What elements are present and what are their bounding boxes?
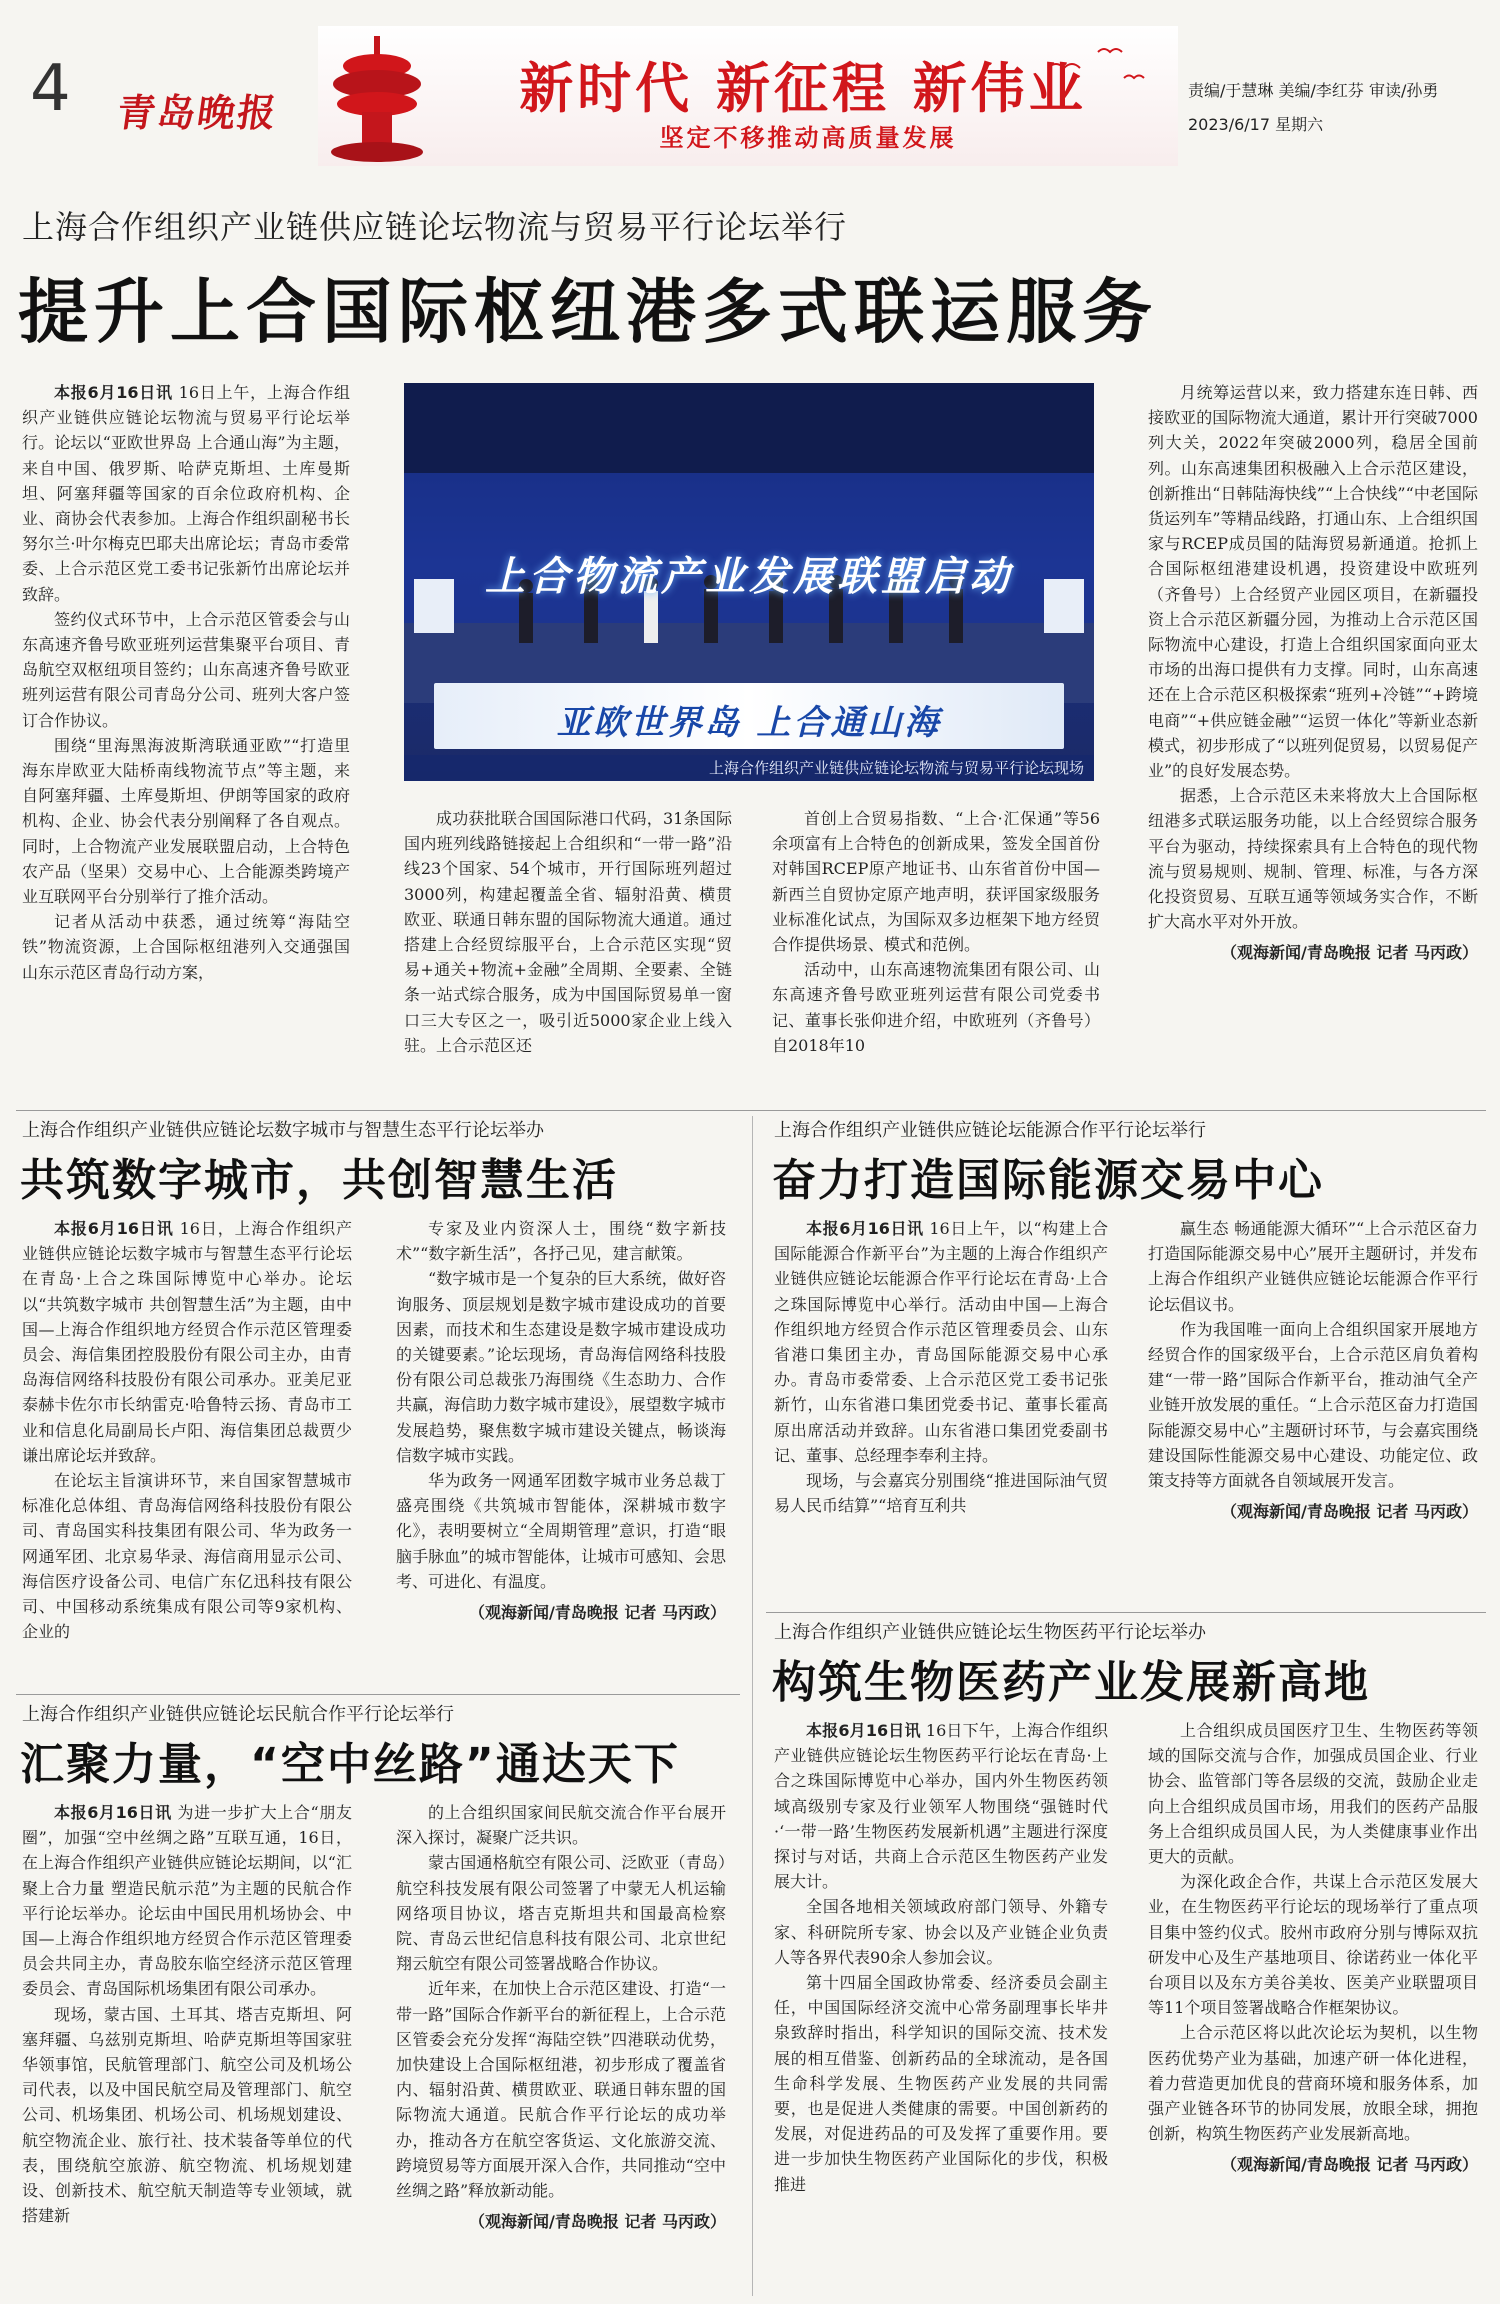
paragraph — [774, 1894, 1108, 1970]
byline: （观海新闻/青岛晚报 记者 马丙政） — [1221, 2155, 1478, 2175]
paragraph — [22, 380, 350, 607]
biomed-column-1 — [774, 1718, 1108, 2294]
aviation-kicker: 上海合作组织产业链供应链论坛民航合作平行论坛举行 — [22, 1704, 454, 1725]
paragraph — [22, 1800, 352, 2002]
section-divider — [16, 1110, 1486, 1111]
column-divider — [752, 1116, 753, 2296]
digital-column-1 — [22, 1216, 352, 1680]
paragraph — [774, 1216, 1108, 1468]
byline: （观海新闻/青岛晚报 记者 马丙政） — [469, 1603, 726, 1623]
paragraph-text: 全国各地相关领域政府部门领导、外籍专家、科研院所专家、协会以及产业链企业负责人等各界代表90余人参加会议。 — [774, 1897, 1108, 1967]
lead-kicker: 上海合作组织产业链供应链论坛物流与贸易平行论坛举行 — [22, 208, 848, 246]
section-divider-left — [16, 1694, 740, 1695]
lead-photo — [404, 383, 1094, 781]
byline: （观海新闻/青岛晚报 记者 马丙政） — [1221, 1502, 1478, 1522]
theme-banner — [318, 26, 1178, 166]
paragraph-text: 据悉，上合示范区未来将放大上合国际枢纽港多式联运服务功能，以上合经贸综合服务平台为驱动，持续探索具有上合特色的现代物流与贸易规则、规制、管理、标准，与各方深化投资贸易、互联互通等领域务实合作，不断扩大高水平对外开放。 — [1148, 786, 1478, 932]
digital-headline: 共筑数字城市，共创智慧生活 — [20, 1155, 618, 1206]
banner-subtitle: 坚定不移推动高质量发展 — [659, 124, 957, 152]
section-divider-right — [766, 1612, 1486, 1613]
dateline: 本报6月16日讯 — [54, 1803, 172, 1822]
digital-kicker: 上海合作组织产业链供应链论坛数字城市与智慧生态平行论坛举办 — [22, 1120, 544, 1141]
paragraph — [22, 733, 350, 909]
newspaper-logo: 青岛晚报 — [114, 90, 281, 135]
editor-credits: 责编/于慧琳 美编/李红芬 审读/孙勇 — [1188, 81, 1439, 100]
paragraph-text: 16日上午，以“构建上合国际能源合作新平台”为主题的上海合作组织产业链供应链论坛能源合作平行论坛在青岛·上合之珠国际博览中心举行。活动由中国—上海合作组织地方经贸合作示范区管理委员会、山东省港口集团主办，青岛国际能源交易中心承办。青岛市委常委、上合示范区党工委书记张新竹，山东省港口集团党委书记、董事长霍高原出席活动并致辞。山东省港口集团党委副书记、董事、总经理李奉利主持。 — [774, 1219, 1108, 1465]
aviation-column-1 — [22, 1800, 352, 2294]
byline: （观海新闻/青岛晚报 记者 马丙政） — [469, 2212, 726, 2232]
paragraph — [22, 607, 350, 733]
photo-banner-text: 亚欧世界岛 上合通山海 — [556, 703, 942, 743]
paragraph-text: 赢生态 畅通能源大循环”“上合示范区奋力打造国际能源交易中心”展开主题研讨，并发布上海合作组织产业链供应链论坛能源合作平行论坛倡议书。 — [1148, 1219, 1478, 1314]
paragraph — [396, 1266, 726, 1468]
biomed-kicker: 上海合作组织产业链供应链论坛生物医药平行论坛举办 — [774, 1622, 1206, 1643]
paragraph-text: 16日下午，上海合作组织产业链供应链论坛生物医药平行论坛在青岛·上合之珠国际博览中心举办，国内外生物医药领域高级别专家及行业领军人物围绕“强链时代·‘一带一路’生物医药发展新机遇”主题进行深度探讨与对话，共商上合示范区生物医药产业发展大计。 — [774, 1721, 1108, 1892]
paragraph — [22, 1468, 352, 1644]
paragraph — [1148, 1317, 1478, 1493]
credits — [1188, 74, 1488, 142]
paragraph-text: 的上合组织国家间民航交流合作平台展开深入探讨，凝聚广泛共识。 — [396, 1803, 726, 1848]
paragraph-text: 上合示范区将以此次论坛为契机，以生物医药优势产业为基础，加速产研一体化进程，着力营造更加优良的营商环境和服务体系，加强产业链各环节的协同发展，放眼全球，拥抱创新，构筑生物医药产业发展新高地。 — [1148, 2023, 1478, 2144]
paragraph — [22, 1216, 352, 1468]
energy-kicker: 上海合作组织产业链供应链论坛能源合作平行论坛举行 — [774, 1120, 1206, 1141]
paragraph-text: “数字城市是一个复杂的巨大系统，做好咨询服务、顶层规划是数字城市建设成功的首要因素，而技术和生态建设是数字城市建设成功的关键要素。”论坛现场，青岛海信网络科技股份有限公司总裁张乃海围绕《生态助力、合作共赢，海信助力数字城市建设》，展望数字城市发展趋势，聚焦数字城市建设关键点，畅谈海信数字城市实践。 — [396, 1269, 726, 1465]
paragraph — [774, 1718, 1108, 1894]
paragraph — [22, 909, 350, 985]
paragraph-text: 活动中，山东高速物流集团有限公司、山东高速齐鲁号欧亚班列运营有限公司党委书记、董事长张仰进介绍，中欧班列（齐鲁号）自2018年10 — [772, 960, 1100, 1055]
energy-column-1 — [774, 1216, 1108, 1596]
paragraph — [1148, 1718, 1478, 1869]
paragraph — [1148, 1216, 1478, 1317]
lead-column-4 — [1148, 380, 1478, 1084]
lead-column-2 — [404, 806, 732, 1084]
paragraph-text: 华为政务一网通军团数字城市业务总裁丁盛亮围绕《共筑城市智能体，深耕城市数字化》，表明要树立“全周期管理”意识，打造“眼脑手脉血”的城市智能体，让城市可感知、会思考、可进化、有温度。 — [396, 1471, 726, 1591]
issue-date: 2023/6/17 星期六 — [1188, 115, 1324, 134]
paragraph-text: 首创上合贸易指数、“上合·汇保通”等56余项富有上合特色的创新成果，签发全国首份对韩国RCEP原产地证书、山东省首份中国—新西兰自贸协定原产地声明，获评国家级服务业标准化试点，为国际双多边框架下地方经贸合作提供场景、模式和范例。 — [772, 809, 1100, 955]
energy-column-2 — [1148, 1216, 1478, 1596]
masthead — [0, 0, 1500, 168]
biomed-column-2 — [1148, 1718, 1478, 2294]
photo-caption: 上海合作组织产业链供应链论坛物流与贸易平行论坛现场 — [404, 755, 1094, 781]
paragraph — [1148, 2020, 1478, 2146]
dateline: 本报6月16日讯 — [806, 1219, 924, 1238]
photo-screen-title: 上合物流产业发展联盟启动 — [485, 554, 1013, 600]
dateline: 本报6月16日讯 — [54, 383, 173, 402]
paragraph-text: 签约仪式环节中，上合示范区管委会与山东高速齐鲁号欧亚班列运营集聚平台项目、青岛航空双枢纽项目签约；山东高速齐鲁号欧亚班列运营有限公司青岛分公司、班列大客户签订合作协议。 — [22, 609, 350, 730]
dateline: 本报6月16日讯 — [54, 1219, 174, 1238]
byline: （观海新闻/青岛晚报 记者 马丙政） — [1221, 943, 1478, 963]
paragraph-text: 蒙古国通格航空有限公司、泛欧亚（青岛）航空科技发展有限公司签署了中蒙无人机运输网络项目协议，塔吉克斯坦共和国最高检察院、青岛云世纪信息科技有限公司、北京世纪翔云航空有限公司签署战略合作协议。 — [396, 1853, 726, 1974]
aviation-headline: 汇聚力量，“空中丝路”通达天下 — [20, 1739, 680, 1790]
paragraph-text: 上合组织成员国医疗卫生、生物医药等领域的国际交流与合作，加强成员国企业、行业协会、监管部门等各层级的交流，鼓励企业走向上合组织成员国市场，用我们的医药产品服务上合组织成员国人民，为人类健康事业作出更大的贡献。 — [1148, 1721, 1478, 1867]
paragraph-text: 为深化政企合作，共谋上合示范区发展大业，在生物医药平行论坛的现场举行了重点项目集中签约仪式。胶州市政府分别与博际双抗研发中心及生产基地项目、徐诺药业一体化平台项目以及东方美谷美妆、医美产业联盟项目等11个项目签署战略合作框架协议。 — [1148, 1872, 1478, 2018]
paragraph-text: 为进一步扩大上合“朋友圈”，加强“空中丝绸之路”互联互通，16日，在上海合作组织产业链供应链论坛期间，以“汇聚上合力量 塑造民航示范”为主题的民航合作平行论坛举办。论坛由中国民用机场协会、中国—上海合作组织地方经贸合作示范区管理委员会共同主办，青岛胶东临空经济示范区管理委员会、青岛国际机场集团有限公司承办。 — [22, 1803, 352, 1999]
digital-column-2 — [396, 1216, 726, 1680]
lead-column-1 — [22, 380, 350, 1084]
paragraph-text: 现场，与会嘉宾分别围绕“推进国际油气贸易人民币结算”“培育互利共 — [774, 1471, 1108, 1516]
birds-icon — [1038, 38, 1158, 98]
aviation-column-2 — [396, 1800, 726, 2294]
lead-column-3 — [772, 806, 1100, 1084]
paragraph — [396, 1468, 726, 1594]
paragraph-text: 作为我国唯一面向上合组织国家开展地方经贸合作的国家级平台，上合示范区肩负着构建“一带一路”国际合作新平台，推动油气全产业链开放发展的重任。“上合示范区奋力打造国际能源交易中心”主题研讨环节，与会嘉宾围绕建设国际性能源交易中心建设、功能定位、政策支持等方面就各自领域展开发言。 — [1148, 1319, 1478, 1491]
paragraph — [22, 2002, 352, 2229]
page-number: 4 — [30, 52, 71, 126]
paragraph-text: 近年来，在加快上合示范区建设、打造“一带一路”国际合作新平台的新征程上，上合示范区管委会充分发挥“海陆空铁”四港联动优势，加快建设上合国际枢纽港，初步形成了覆盖省内、辐射沿黄、横贯欧亚、联通日韩东盟的国际物流大通道。民航合作平行论坛的成功举办，推动各方在航空客货运、文化旅游交流、跨境贸易等方面展开深入合作，共同推动“空中丝绸之路”释放新动能。 — [396, 1979, 726, 2201]
lead-headline: 提升上合国际枢纽港多式联运服务 — [18, 271, 1158, 353]
paragraph — [396, 1976, 726, 2203]
paragraph-text: 记者从活动中获悉，通过统筹“海陆空铁”物流资源，上合国际枢纽港列入交通强国山东示范区青岛行动方案， — [22, 912, 350, 982]
paragraph-text: 第十四届全国政协常委、经济委员会副主任，中国国际经济交流中心常务副理事长毕井泉致辞时指出，科学知识的国际交流、技术发展的相互借鉴、创新药品的全球流动，是各国生命科学发展、生物医药产业发展的共同需要，也是促进人类健康的需要。中国创新药的发展，对促进药品的可及发挥了重要作用。要进一步加快生物医药产业国际化的步伐，积极推进 — [774, 1973, 1108, 2194]
paragraph — [1148, 783, 1478, 934]
paragraph-text: 在论坛主旨演讲环节，来自国家智慧城市标准化总体组、青岛海信网络科技股份有限公司、青岛国实科技集团有限公司、华为政务一网通军团、北京易华录、海信商用显示公司、海信医疗设备公司、电信广东亿迅科技有限公司、中国移动系统集成有限公司等9家机构、企业的 — [22, 1471, 352, 1642]
paragraph-text: 成功获批联合国国际港口代码，31条国际国内班列线路链接起上合组织和“一带一路”沿线23个国家、54个城市，开行国际班列超过3000列，构建起覆盖全省、辐射沿黄、横贯欧亚、联通日韩东盟的国际物流大通道。通过搭建上合经贸综服平台，上合示范区实现“贸易+通关+物流+金融”全周期、全要素、全链条一站式综合服务，成为中国国际贸易单一窗口三大专区之一，吸引近5000家企业上线入驻。上合示范区还 — [404, 809, 732, 1055]
paragraph-text: 专家及业内资深人士，围绕“数字新技术”“数字新生活”，各抒己见，建言献策。 — [396, 1219, 726, 1264]
biomed-headline: 构筑生物医药产业发展新高地 — [772, 1657, 1370, 1708]
paragraph — [774, 1468, 1108, 1518]
paragraph — [404, 806, 732, 1058]
banner-title: 新时代 新征程 新伟业 — [519, 57, 1087, 120]
paragraph — [772, 806, 1100, 957]
paragraph — [396, 1216, 726, 1266]
paragraph — [1148, 380, 1478, 783]
paragraph-text: 月统筹运营以来，致力搭建东连日韩、西接欧亚的国际物流大通道，累计开行突破7000列大关，2022年突破2000列，稳居全国前列。山东高速集团积极融入上合示范区建设，创新推出“日韩陆海快线”“上合快线”“中老国际货运列车”等精品线路，打通山东、上合组织国家与RCEP成员国的陆海贸易新通道。抢抓上合国际枢纽港建设机遇，投资建设中欧班列（齐鲁号）上合经贸产业园区项目，在新疆投资上合示范区新疆分园，为推动上合示范区国际物流中心建设，打造上合组织国家面向亚太市场的出海口提供有力支撑。同时，山东高速还在上合示范区积极探索“班列+冷链”“+跨境电商”“+供应链金融”“运贸一体化”等新业态新模式，初步形成了“以班列促贸易，以贸易促产业”的良好发展态势。 — [1148, 383, 1478, 781]
paragraph — [396, 1800, 726, 1850]
paragraph-text: 围绕“里海黑海波斯湾联通亚欧”“打造里海东岸欧亚大陆桥南线物流节点”等主题，来自阿塞拜疆、土库曼斯坦、伊朗等国家的政府机构、企业、协会代表分别阐释了各自观点。同时，上合物流产业发展联盟启动，上合特色农产品（坚果）交易中心、上合能源类跨境产业互联网平台分别举行了推介活动。 — [22, 735, 350, 907]
paragraph — [772, 957, 1100, 1058]
paragraph-text: 16日，上海合作组织产业链供应链论坛数字城市与智慧生态平行论坛在青岛·上合之珠国际博览中心举办。论坛以“共筑数字城市 共创智慧生活”为主题，由中国—上海合作组织地方经贸合作示范区管理委员会、海信集团控股股份有限公司主办，由青岛海信网络科技股份有限公司承办。亚美尼亚泰赫卡佐尔市长纳雷克·哈鲁特云扬、青岛市工业和信息化局副局长卢阳、海信集团总裁贾少谦出席论坛并致辞。 — [22, 1219, 352, 1465]
paragraph — [1148, 1869, 1478, 2020]
dateline: 本报6月16日讯 — [806, 1721, 921, 1740]
tower-icon — [318, 26, 448, 166]
paragraph — [396, 1850, 726, 1976]
paragraph-text: 现场，蒙古国、土耳其、塔吉克斯坦、阿塞拜疆、乌兹别克斯坦、哈萨克斯坦等国家驻华领事馆，民航管理部门、航空公司及机场公司代表，以及中国民航空局及管理部门、航空公司、机场集团、机场公司、机场规划建设、航空物流企业、旅行社、技术装备等单位的代表，围绕航空旅游、航空物流、机场规划建设、创新技术、航空航天制造等专业领域，就搭建新 — [22, 2004, 352, 2226]
paragraph-text: 16日上午，上海合作组织产业链供应链论坛物流与贸易平行论坛举行。论坛以“亚欧世界岛 上合通山海”为主题，来自中国、俄罗斯、哈萨克斯坦、土库曼斯坦、阿塞拜疆等国家的百余位政府机构、企业、商协会代表参加。上海合作组织副秘书长努尔兰·叶尔梅克巴耶夫出席论坛；青岛市委常委、上合示范区党工委书记张新竹出席论坛并致辞。 — [22, 383, 350, 604]
paragraph — [774, 1970, 1108, 2197]
energy-headline: 奋力打造国际能源交易中心 — [772, 1155, 1324, 1206]
